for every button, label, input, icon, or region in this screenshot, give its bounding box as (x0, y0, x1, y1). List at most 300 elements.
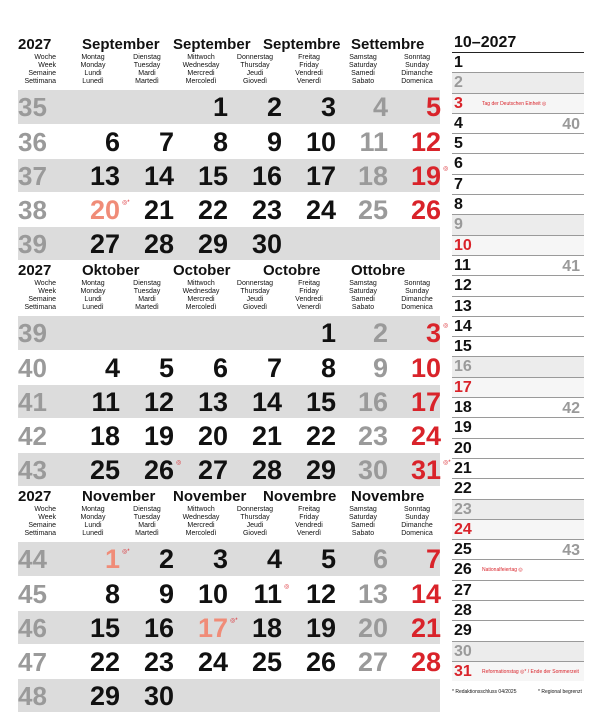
weekday-label-line: Saturday (348, 288, 378, 295)
weekday-label (173, 506, 229, 538)
day-cell: 12 (305, 579, 336, 609)
weekday-label-line: Dimanche (401, 296, 433, 303)
weekday-label-line: Sonntag (403, 54, 431, 61)
weekday-label-line: Samstag (349, 506, 377, 513)
day-list-number: 15 (454, 338, 472, 356)
month-name: September (173, 36, 251, 53)
week-label-line: Woche (34, 506, 56, 513)
day-list-row (452, 580, 584, 600)
week-number: 40 (18, 353, 47, 383)
day-list-row (452, 559, 584, 579)
weekday-label-line: Wednesday (182, 62, 220, 69)
week-row (18, 158, 449, 192)
day-list-row (452, 661, 584, 681)
day-cell: 1 (104, 544, 120, 574)
day-list-row (452, 458, 584, 478)
week-label-line: Week (38, 514, 56, 521)
day-list-number: 28 (454, 602, 472, 620)
day-list-note: Nationalfeiertag ◎ (482, 567, 523, 574)
day-list-row (452, 316, 584, 336)
day-list-number: 5 (454, 135, 463, 153)
weekday-label-line: Samstag (349, 54, 377, 61)
day-cell: 11 (359, 127, 388, 157)
week-number: 41 (18, 387, 47, 417)
day-cell: 3 (212, 544, 228, 574)
day-list-row (452, 296, 584, 316)
day-cell: 30 (357, 455, 388, 485)
day-list-row (452, 499, 584, 519)
week-column-label (18, 506, 56, 538)
week-row (18, 384, 440, 418)
day-list-number: 17 (454, 378, 472, 396)
week-label-line: Semaine (28, 296, 56, 303)
week-column-label (18, 280, 56, 312)
day-list-number: 29 (454, 622, 472, 640)
day-cell: 20 (197, 421, 228, 451)
month-name: September (82, 36, 160, 53)
day-cell: 30 (251, 229, 282, 259)
day-cell: 1 (320, 318, 336, 348)
day-list-row (452, 356, 584, 376)
day-list-number: 25 (454, 541, 472, 559)
weekday-label (335, 506, 391, 538)
day-cell: 3 (425, 318, 441, 348)
day-cell: 28 (410, 647, 441, 677)
weekday-label-line: Domenica (401, 304, 433, 311)
weekday-label-line: Jeudi (246, 522, 264, 529)
day-cell: 26 (143, 455, 174, 485)
day-cell: 17 (410, 387, 441, 417)
day-cell: 21 (143, 195, 174, 225)
weekday-label-line: Jeudi (246, 296, 264, 303)
week-row (18, 452, 451, 486)
month-block-september (18, 34, 449, 260)
day-list-row (452, 336, 584, 356)
day-cell: 18 (357, 161, 388, 191)
day-list-row (452, 620, 584, 640)
day-cell: 9 (372, 353, 388, 383)
weekday-label-line: Donnerstag (236, 280, 274, 287)
weekday-label-line: Saturday (348, 514, 378, 521)
day-cell: 15 (89, 613, 120, 643)
weekday-label (65, 506, 121, 538)
day-cell: 28 (251, 455, 282, 485)
weekday-label-line: Montag (81, 280, 105, 287)
weekday-label-line: Samstag (349, 280, 377, 287)
weekday-label-line: Monday (80, 288, 106, 295)
day-list-week-number: 42 (562, 400, 580, 418)
week-label-line: Semaine (28, 70, 56, 77)
weekday-label-line: Thursday (240, 288, 270, 295)
weekday-label (65, 280, 121, 312)
footer-note-right: * Regional begrenzt (538, 689, 582, 695)
day-cell: 3 (320, 92, 336, 122)
day-cell: 20 (89, 195, 120, 225)
day-cell: 23 (143, 647, 174, 677)
weekday-label-line: Mittwoch (187, 506, 215, 513)
day-list-row (452, 438, 584, 458)
day-cell: 12 (410, 127, 441, 157)
weekday-label-line: Domenica (401, 78, 433, 85)
weekday-label-line: Sunday (405, 288, 429, 295)
week-row (18, 192, 440, 226)
day-list-number: 19 (454, 419, 472, 437)
weekday-label-line: Giovedì (242, 530, 268, 537)
day-list-number: 20 (454, 439, 472, 457)
weekday-label-line: Martedì (135, 304, 159, 311)
day-cell: 25 (89, 455, 120, 485)
day-cell: 5 (320, 544, 336, 574)
weekday-label-line: Lunedì (82, 530, 104, 537)
weekday-label-line: Friday (299, 62, 319, 69)
week-number: 47 (18, 647, 47, 677)
day-list-row (452, 133, 584, 153)
weekday-label-line: Dienstag (133, 280, 161, 287)
day-list-row (452, 194, 584, 214)
weekday-label (389, 506, 445, 538)
day-cell: 4 (104, 353, 120, 383)
weekday-label-line: Freitag (298, 54, 320, 61)
weekday-label-line: Wednesday (182, 514, 220, 521)
weekday-label-line: Samedi (351, 70, 375, 77)
day-list-row (452, 275, 584, 295)
week-label-line: Semaine (28, 522, 56, 529)
holiday-marker: ◎ (284, 584, 290, 590)
weekday-label-line: Venerdì (296, 530, 322, 537)
month-name: Septembre (263, 36, 341, 53)
month-year: 2027 (18, 262, 52, 279)
weekday-label-line: Giovedì (242, 304, 268, 311)
day-list-week-number: 43 (562, 542, 580, 560)
week-row (18, 124, 440, 158)
day-cell: 11 (91, 387, 120, 417)
month-name: November (82, 488, 156, 505)
holiday-marker: ◎ (176, 460, 182, 466)
day-list-number: 21 (454, 459, 472, 477)
day-list-week-number: 40 (562, 115, 580, 133)
weekday-label-line: Tuesday (133, 62, 161, 69)
weekday-label (227, 54, 283, 86)
day-cell: 16 (357, 387, 388, 417)
october-list-title: 10–2027 (454, 34, 517, 51)
weekday-label (389, 280, 445, 312)
day-cell: 13 (89, 161, 120, 191)
day-list-number: 23 (454, 500, 472, 518)
day-cell: 14 (410, 579, 441, 609)
week-number: 42 (18, 421, 47, 451)
weekday-label-line: Mittwoch (187, 54, 215, 61)
day-cell: 5 (425, 92, 441, 122)
weekday-label-line: Thursday (240, 514, 270, 521)
day-list-number: 14 (454, 317, 472, 335)
month-block-oktober (18, 260, 451, 486)
weekday-label-line: Monday (80, 62, 106, 69)
week-label-line: Settimana (24, 304, 56, 311)
day-cell: 25 (251, 647, 282, 677)
weekday-label-line: Vendredi (295, 296, 323, 303)
weekday-label-line: Monday (80, 514, 106, 521)
weekday-label-line: Mittwoch (187, 280, 215, 287)
weekday-label-line: Samedi (351, 522, 375, 529)
day-list-number: 8 (454, 196, 463, 214)
day-list-row (452, 153, 584, 173)
weekday-label-line: Dimanche (401, 522, 433, 529)
weekday-label-line: Donnerstag (236, 506, 274, 513)
day-cell: 15 (197, 161, 228, 191)
weekday-label-line: Tuesday (133, 514, 161, 521)
weekday-label (335, 54, 391, 86)
day-list-number: 26 (454, 561, 472, 579)
three-month-calendar (18, 34, 451, 712)
day-cell: 16 (251, 161, 282, 191)
day-list-number: 16 (454, 358, 472, 376)
day-cell: 23 (357, 421, 388, 451)
day-cell: 28 (143, 229, 174, 259)
weekday-label-line: Mercredi (187, 70, 215, 77)
day-cell: 6 (372, 544, 388, 574)
week-label-line: Settimana (24, 78, 56, 85)
weekday-label-line: Friday (299, 514, 319, 521)
weekday-label-line: Wednesday (182, 288, 220, 295)
weekday-label-line: Mercoledì (185, 304, 217, 311)
day-cell: 29 (197, 229, 228, 259)
day-list-row (452, 214, 584, 234)
day-cell: 1 (212, 92, 228, 122)
weekday-label-line: Lunedì (82, 304, 104, 311)
day-cell: 20 (357, 613, 388, 643)
day-cell: 15 (305, 387, 336, 417)
day-cell: 12 (143, 387, 174, 417)
month-name: October (173, 262, 231, 279)
weekday-label-line: Domenica (401, 530, 433, 537)
day-cell: 31 (410, 455, 441, 485)
day-list-row (452, 478, 584, 498)
day-cell: 8 (104, 579, 120, 609)
day-list-number: 24 (454, 520, 472, 538)
day-cell: 4 (266, 544, 282, 574)
day-cell: 8 (320, 353, 336, 383)
week-number: 46 (18, 613, 47, 643)
weekday-label-line: Vendredi (295, 70, 323, 77)
day-list-row (452, 93, 584, 113)
day-cell: 22 (197, 195, 228, 225)
weekday-label-line: Freitag (298, 506, 320, 513)
day-list-row (452, 539, 584, 559)
day-list-row (452, 52, 584, 72)
month-name: Oktober (82, 262, 140, 279)
month-header (18, 260, 440, 316)
month-header (18, 486, 440, 542)
week-column-label (18, 54, 56, 86)
day-cell: 25 (357, 195, 388, 225)
weekday-label (281, 506, 337, 538)
weekday-label-line: Martedì (135, 78, 159, 85)
weekday-label-line: Mercredi (187, 296, 215, 303)
week-number: 39 (18, 229, 47, 259)
day-cell: 6 (212, 353, 228, 383)
weekday-label-line: Mardi (138, 296, 156, 303)
day-cell: 23 (251, 195, 282, 225)
day-cell: 21 (251, 421, 282, 451)
month-name: November (173, 488, 247, 505)
day-list-number: 3 (454, 94, 463, 112)
weekday-label-line: Lunedì (82, 78, 104, 85)
day-list-row (452, 600, 584, 620)
week-row (18, 418, 440, 452)
day-cell: 7 (158, 127, 174, 157)
weekday-label (65, 54, 121, 86)
day-cell: 30 (143, 681, 174, 711)
day-cell: 7 (266, 353, 282, 383)
day-cell: 4 (372, 92, 388, 122)
weekday-label-line: Freitag (298, 280, 320, 287)
weekday-label-line: Lundi (84, 296, 102, 303)
month-block-november (18, 486, 440, 712)
weekday-label-line: Dienstag (133, 506, 161, 513)
weekday-label-line: Saturday (348, 62, 378, 69)
weekday-label-line: Montag (81, 506, 105, 513)
weekday-label-line: Sonntag (403, 506, 431, 513)
day-list-number: 13 (454, 297, 472, 315)
day-list-number: 9 (454, 216, 463, 234)
day-cell: 29 (89, 681, 120, 711)
month-year: 2027 (18, 488, 52, 505)
holiday-marker: ◎* (122, 549, 130, 555)
weekday-label (119, 54, 175, 86)
day-cell: 22 (305, 421, 336, 451)
weekday-label-line: Lundi (84, 522, 102, 529)
week-row (18, 90, 440, 124)
day-list-number: 31 (454, 662, 472, 680)
day-cell: 18 (251, 613, 282, 643)
weekday-label (281, 54, 337, 86)
day-cell: 10 (197, 579, 228, 609)
day-cell: 18 (89, 421, 120, 451)
day-cell: 16 (143, 613, 174, 643)
week-number: 44 (18, 544, 47, 574)
day-cell: 6 (104, 127, 120, 157)
weekday-label-line: Sabato (351, 304, 375, 311)
holiday-marker: ◎ (443, 166, 449, 172)
day-cell: 11 (253, 579, 282, 609)
day-cell: 24 (410, 421, 441, 451)
weekday-label-line: Mardi (138, 522, 156, 529)
day-cell: 24 (197, 647, 228, 677)
weekday-label-line: Sabato (351, 78, 375, 85)
weekday-label-line: Samedi (351, 296, 375, 303)
week-number: 48 (18, 681, 47, 711)
day-cell: 13 (357, 579, 388, 609)
week-row (18, 610, 440, 644)
day-cell: 19 (305, 613, 336, 643)
day-cell: 27 (89, 229, 120, 259)
holiday-marker: ◎ (443, 323, 449, 329)
weekday-label (389, 54, 445, 86)
week-label-line: Week (38, 62, 56, 69)
day-cell: 26 (410, 195, 441, 225)
october-day-list (452, 34, 584, 681)
day-cell: 8 (212, 127, 228, 157)
weekday-label (173, 280, 229, 312)
day-cell: 27 (357, 647, 388, 677)
day-cell: 19 (143, 421, 174, 451)
weekday-label-line: Montag (81, 54, 105, 61)
day-list-number: 30 (454, 642, 472, 660)
day-list-row (452, 235, 584, 255)
week-row (18, 226, 440, 260)
weekday-label-line: Martedì (135, 530, 159, 537)
weekday-label-line: Mercoledì (185, 530, 217, 537)
day-list-number: 7 (454, 175, 463, 193)
day-list-number: 27 (454, 581, 472, 599)
weekday-label-line: Dienstag (133, 54, 161, 61)
month-name: Novembre (351, 488, 425, 505)
day-list-week-number: 41 (562, 257, 580, 275)
weekday-label-line: Thursday (240, 62, 270, 69)
day-list-number: 11 (454, 256, 471, 274)
day-cell: 14 (143, 161, 174, 191)
day-cell: 22 (89, 647, 120, 677)
week-row (18, 542, 440, 576)
day-cell: 2 (372, 318, 388, 348)
weekday-label (173, 54, 229, 86)
month-name: Ottobre (351, 262, 406, 279)
day-list-row (452, 255, 584, 275)
day-list-number: 2 (454, 74, 463, 92)
day-list-number: 22 (454, 480, 472, 498)
weekday-label-line: Giovedì (242, 78, 268, 85)
weekday-label-line: Sunday (405, 62, 429, 69)
week-number: 39 (18, 318, 47, 348)
day-list-row (452, 397, 584, 417)
day-list-number: 10 (454, 236, 472, 254)
day-list-row (452, 72, 584, 92)
month-header (18, 34, 440, 90)
day-list-row (452, 641, 584, 661)
week-number: 37 (18, 161, 47, 191)
month-name: Settembre (351, 36, 425, 53)
week-number: 36 (18, 127, 47, 157)
weekday-label-line: Friday (299, 288, 319, 295)
weekday-label-line: Sunday (405, 514, 429, 521)
week-row (18, 350, 440, 384)
week-label-line: Woche (34, 280, 56, 287)
day-cell: 26 (305, 647, 336, 677)
weekday-label-line: Venerdì (296, 304, 322, 311)
weekday-label (119, 280, 175, 312)
month-name: Novembre (263, 488, 337, 505)
week-row (18, 316, 449, 350)
weekday-label (281, 280, 337, 312)
day-cell: 5 (158, 353, 174, 383)
weekday-label-line: Tuesday (133, 288, 161, 295)
day-list-row (452, 417, 584, 437)
day-cell: 24 (305, 195, 336, 225)
week-number: 43 (18, 455, 47, 485)
week-label-line: Settimana (24, 530, 56, 537)
holiday-marker: ◎* (122, 200, 130, 206)
week-row (18, 644, 440, 678)
holiday-marker: ◎* (443, 460, 451, 466)
weekday-label-line: Dimanche (401, 70, 433, 77)
week-label-line: Woche (34, 54, 56, 61)
holiday-marker: ◎* (230, 618, 238, 624)
weekday-label-line: Venerdì (296, 78, 322, 85)
month-year: 2027 (18, 36, 52, 53)
day-cell: 9 (266, 127, 282, 157)
weekday-label-line: Mardi (138, 70, 156, 77)
week-label-line: Week (38, 288, 56, 295)
